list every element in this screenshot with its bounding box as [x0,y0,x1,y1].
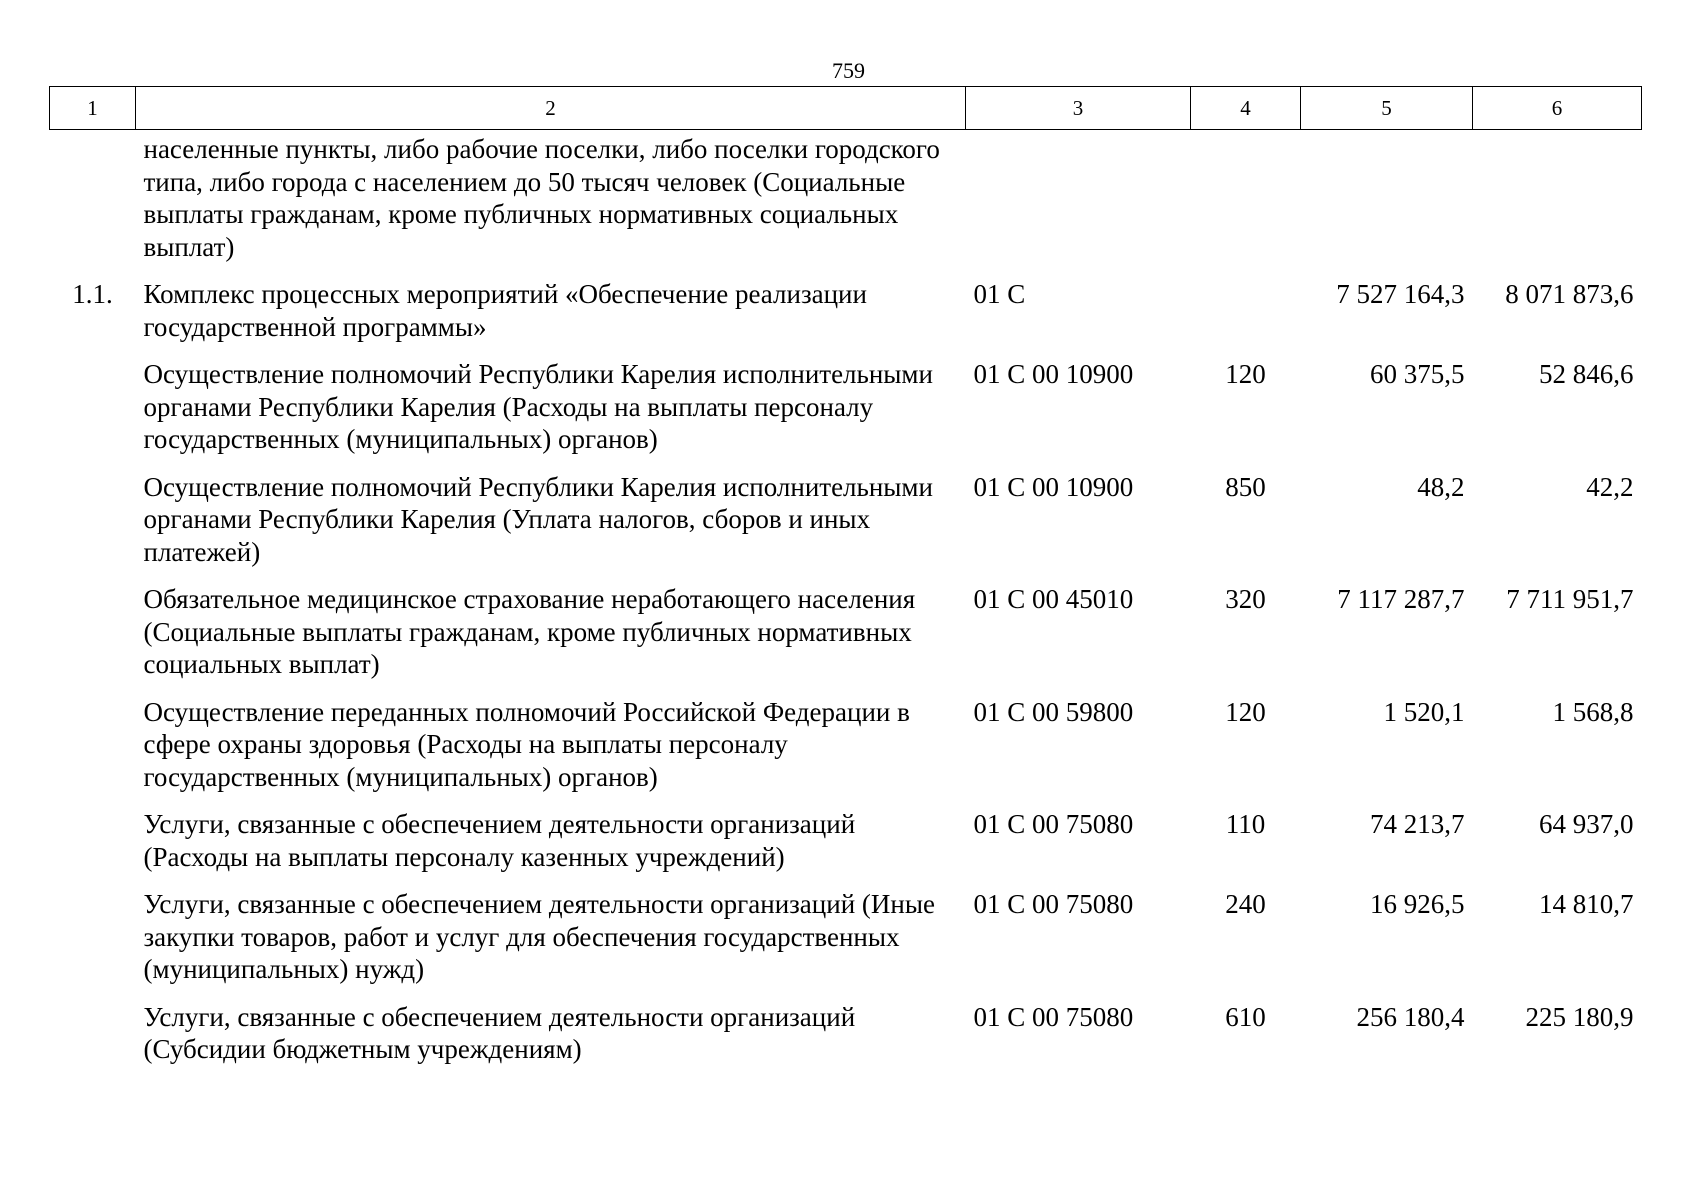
row-name: Осуществление полномочий Республики Карелия исполнительными органами Республики Карелия (Уплата налогов, сборов и иных платежей) [143,471,933,567]
row-number [50,471,136,584]
table-row [50,888,1642,1001]
row-csr-code: 01 С 00 10900 [973,471,1134,502]
row-vr-code: 120 [1225,696,1266,727]
table-row [50,583,1642,696]
header-col-6: 6 [1473,87,1642,130]
budget-table [49,86,1642,1081]
table-row [50,1001,1642,1081]
header-col-2: 2 [136,87,966,130]
header-row [50,87,1642,130]
row-name: Осуществление полномочий Республики Карелия исполнительными органами Республики Карелия (Расходы на выплаты персоналу государственных (муниципальных) органов) [143,359,933,454]
row-name: Услуги, связанные с обеспечением деятельности организаций (Иные закупки товаров, работ и услуг для обеспечения государственных (муниципальных) нужд) [143,889,935,984]
table-row [50,808,1642,888]
row-csr-code: 01 С 00 75080 [973,1001,1134,1032]
row-sum-col6: 52 846,6 [1539,359,1634,389]
row-vr-code: 320 [1225,584,1266,614]
row-vr-code: 110 [1225,809,1266,839]
table-row [50,696,1642,809]
header-col-1: 1 [50,87,136,130]
row-sum-col6: 64 937,0 [1539,809,1634,839]
row-csr-code: 01 С 00 10900 [973,359,1134,389]
table-row [50,471,1642,584]
table-body [50,130,1642,1081]
row-csr-code: 01 С 00 45010 [973,584,1134,614]
table-row [50,278,1642,358]
row-number [50,888,136,1001]
row-sum-col6: 1 568,8 [1552,696,1634,727]
row-sum-col5: 48,2 [1417,471,1465,502]
row-csr-code [966,130,1191,279]
row-name: Комплекс процессных мероприятий «Обеспечение реализации государственной программы» [143,279,867,342]
header-col-4: 4 [1191,87,1301,130]
row-number [50,808,136,888]
page-number: 759 [832,58,865,83]
row-name: Осуществление переданных полномочий Российской Федерации в сфере охраны здоровья (Расходы на выплаты персоналу государственных (муниципальных) органов) [143,696,910,792]
row-sum-col5: 7 527 164,3 [1336,279,1465,309]
row-sum-col5: 7 117 287,7 [1337,584,1465,614]
row-sum-col6 [1473,130,1642,279]
row-sum-col6: 14 810,7 [1539,889,1634,919]
row-number [50,696,136,809]
row-number [50,358,136,471]
row-vr-code [1191,278,1301,358]
row-name: Услуги, связанные с обеспечением деятельности организаций (Расходы на выплаты персоналу казенных учреждений) [143,809,856,872]
row-vr-code: 850 [1225,471,1266,502]
table-row [50,358,1642,471]
table-row [50,130,1642,279]
row-csr-code: 01 С 00 75080 [973,809,1134,839]
row-vr-code: 240 [1225,889,1266,919]
row-csr-code: 01 С [973,279,1026,309]
row-csr-code: 01 С 00 75080 [973,889,1134,919]
row-sum-col5: 16 926,5 [1370,889,1465,919]
row-number [50,130,136,279]
row-number: 1.1. [72,279,113,309]
row-sum-col5: 1 520,1 [1383,696,1465,727]
row-vr-code [1191,130,1301,279]
row-vr-code: 120 [1225,359,1266,389]
row-sum-col6: 42,2 [1586,471,1634,502]
row-sum-col6: 7 711 951,7 [1506,584,1634,614]
row-sum-col6: 8 071 873,6 [1505,279,1634,309]
row-sum-col5: 60 375,5 [1370,359,1465,389]
header-col-3: 3 [966,87,1191,130]
row-name: Услуги, связанные с обеспечением деятельности организаций (Субсидии бюджетным учреждениям) [143,1001,856,1064]
row-name: населенные пункты, либо рабочие поселки, либо поселки городского типа, либо города с населением до 50 тысяч человек (Социальные выплаты гражданам, кроме публичных нормативных социальных выплат) [143,134,940,262]
table-header [50,87,1642,130]
row-sum-col6: 225 180,9 [1525,1001,1634,1032]
row-name: Обязательное медицинское страхование неработающего населения (Социальные выплаты гражданам, кроме публичных нормативных социальных выплат) [143,584,916,679]
row-sum-col5: 256 180,4 [1356,1001,1465,1032]
row-vr-code: 610 [1225,1001,1266,1032]
row-csr-code: 01 С 00 59800 [973,696,1134,727]
row-number [50,583,136,696]
row-sum-col5 [1301,130,1473,279]
row-number [50,1001,136,1081]
header-col-5: 5 [1301,87,1473,130]
row-sum-col5: 74 213,7 [1370,809,1465,839]
